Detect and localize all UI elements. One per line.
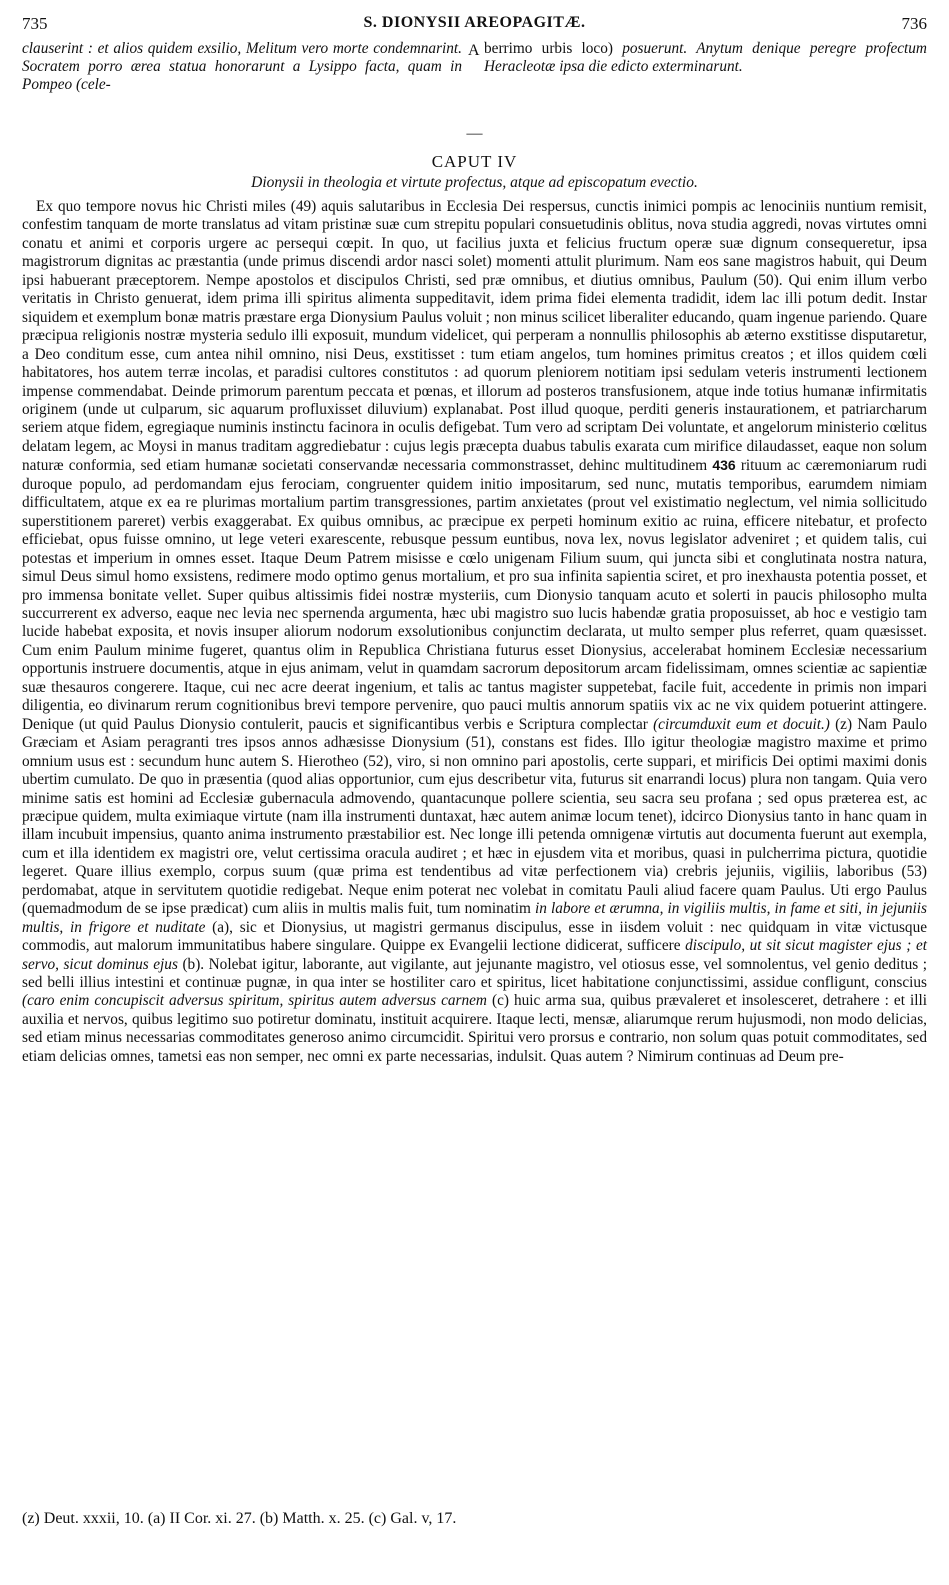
footnotes: (z) Deut. xxxii, 10. (a) II Cor. xi. 27. (b) Matth. x. 25. (c) Gal. v, 17. xyxy=(22,1510,457,1527)
text-run: (c) huic arma sua, quibus prævaleret et insolesceret, detrahere : et illi auxilia et nervos, quibus legitimo suo potiretur dominatu, instituit acquirere. Itaque lecti, mensæ, aliarumque rerum hujusmodi, non modo delicias, sed etiam minus necessarias commoditates generoso animo circumcidit. Spiritui vero prorsus e contrario, non solum quas potuit commoditates, sed etiam delicias omnes, tametsi eas non semper, nec omni ex parte necessarias, indulsit. Quas autem ? Nimirum continuas ad Deum pre- xyxy=(22,992,927,1065)
scripture-quote: discipulo, ut sit sicut magister ejus ; et servo, sicut dominus ejus xyxy=(22,937,927,973)
page-number-left: 735 xyxy=(22,14,48,33)
text-run: Ex quo tempore novus hic Christi miles (49) aquis salutaribus in Ecclesia Dei respersus, cunctis inimici pompis ac lenociniis nuntium remisit, confestim tanquam de morte translatus ad vitam pristinæ suæ cum strepitu populari consuetudinis oblitus, nova studia aggredi, novas virtutes omni conatu et animi et corporis urgere ac persequi cœpit. In quo, ut facilius juxta et felicius fructum operæ suæ dignum consequeretur, ipsa magistrorum dignitas ac præstantia (unde primus discendi ardor nasci solet) momenti attulit plurimum. Nam eos sane magistros habuit, qui Deum ipsi habuerant præceptorem. Nempe apostolos et discipulos Christi, sed præ omnibus, et diutius omnibus, Paulum (50). Qui enim illum verbo veritatis in Christo genuerat, idem prima illi spiritus alimenta suppeditavit, idem prima fidei elementa tradidit, idem lac illi potum dedit. Instar siquidem et exemplum bonæ matris præstare erga Dionysium Paulus voluit ; non minus scilicet liberaliter educando, quam ingenue pariendo. Quare præcipua religionis nostræ mysteria sedulo illi exposuit, mundum videlicet, qui perperam a nonnullis philosophis ab æterno exstitisse disputaretur, a Deo conditum esse, cum antea nihil omnino, nisi Deus, exstitisset : tum etiam angelos, tum homines primitus creatos ; et illos quidem cœli habitatores, hos autem terræ incolas, et paradisi cultores constitutos : ad quorum pleniorem notitiam ipsi sedulam veteris instrumenti lectionem impense commendabat. Deinde primorum parentum peccata et pœnas, et illorum ad posteros transfusionem, atque inde totius humanæ infirmitatis originem (unde ut culparum, sic aquarum profluxisset diluvium) explanabat. Post illud quoque, perditi generis instaurationem, et patriarcharum seriem atque fidem, egregiaque numinis instinctu facinora in oculis defigebat. Tum vero ad scriptam Dei voluntate, et angelorum ministerio cœlitus delatam legem, ac Moysi in manus traditam aggrediebatur : cujus legis præcepta duabus tabulis exarata cum mirifice dilaudasset, eaque non solum naturæ conformia, sed etiam humanæ societati conservandæ necessaria commonstrasset, dehinc multitudinem xyxy=(22,198,928,475)
top-column-right xyxy=(484,40,927,76)
separator: — xyxy=(466,125,483,142)
margin-number: 436 xyxy=(712,457,736,474)
top-column-left: clauserint : et alios quidem exsilio, Melitum vero morte condemnarint. Socratem porro ærea statua honorarunt a Lysippo facta, quam in Pompeo (cele- xyxy=(22,40,462,93)
top-columns xyxy=(22,40,927,126)
paragraph xyxy=(22,198,927,1066)
text-run: (a), sic et Dionysius, ut magistri germanus discipulus, esse in iisdem voluit : nec quidquam in vitæ victusque commodis, aut malorum immunitatibus habere singulare. Quippe ex Evangelii lectione didicerat, sufficere xyxy=(22,918,928,955)
text-run: (b). Nolebat igitur, laborante, aut vigilante, aut jejunante magistro, vel otiosus esse, vel somnolentus, vel genio deditus ; sed belli illius intestini et continuæ pugnæ, in qua inter se hostiliter caro et spiritus, licet habitatione conjunctissimi, assidue confligunt, conscius xyxy=(22,955,927,992)
running-title: S. DIONYSII AREOPAGITÆ. xyxy=(363,14,586,31)
body-text xyxy=(22,198,927,1066)
page-header xyxy=(22,14,927,40)
page xyxy=(22,14,927,1066)
column-marker: A xyxy=(468,42,480,59)
top-right-upright: berrimo urbis loco) xyxy=(484,40,613,57)
chapter-subtitle: Dionysii in theologia et virtute profectus, atque ad episcopatum evectio. xyxy=(251,174,698,191)
scripture-quote: in labore et ærumna, in vigiliis multis, in fame et siti, in jejuniis multis, in frigore et nuditate xyxy=(22,900,927,936)
scripture-quote: (caro enim concupiscit adversus spiritum, spiritus autem adversus carnem xyxy=(22,992,487,1010)
text-run: (z) Nam Paulo Græciam et Asiam peragranti tres ipsos annos adhæsisse Dionysium (51), constans est fides. Illo igitur theologiæ magistro maxime et primo omnium usus est : secundum hunc autem S. Hierotheo (52), viro, si non omnino pari apostolis, certe suppari, et mirificis Dei optimi maximi donis ubertim cumulato. De quo in præsentia (quod alias opportunior, cum ejus describetur vita, futurus sit enarrandi locus) plura non tangam. Quia vero minime satis est homini ad Ecclesiæ gubernacula admovendo, quantacunque pollere scientia, seu sacra seu profana ; sed opus præterea est, ac præcipue quidem, multa eximiaque virtute (nam illa instrumenti duntaxat, hæc autem animæ locum tenet), idcirco Dionysius tanto in hanc quam in illam incubuit impensius, quanto anima instrumento præstabilior est. Nec longe illi petenda omnigenæ virtutis aut documenta fuerunt aut exempla, cum et illa identidem ex magistri ore, velut certissima oracula audiret ; et hæc in ejusdem vita et moribus, quasi in pulcherrima pictura, quotidie legeret. Quare illius exemplo, corpus suum (quæ prima est tendentibus ad vitæ perfectionem via) crebris jejuniis, vigiliis, laboribus (53) perdomabat, atque in servitutem quotidie redigebat. Neque enim poterat nec volebat in comitatu Pauli aliud facere quam Paulus. Uti ergo Paulus (quemadmodum de se ipse prædicat) cum aliis in multis malis fuit, tum nominatim xyxy=(22,715,927,918)
scripture-quote: (circumduxit eum et docuit.) xyxy=(653,715,830,733)
chapter-title: CAPUT IV xyxy=(431,152,518,171)
page-number-right: 736 xyxy=(901,14,927,33)
top-right-italic: posuerunt. Anytum denique peregre profectum Heracleotæ ipsa die edicto exterminarunt. xyxy=(484,40,927,75)
text-run: rituum ac cæremoniarum rudi duroque populo, ad perdomandam ejus ferociam, congruenter quidem initio impositarum, sed nunc, mutatis temporibus, earumdem nimiam difficultatem, atque ex ea re plurimas mortalium partim transgressiones, partim anxietates (prout vel existimatio neglectum, vel nimia sollicitudo superstitionem pareret) verbis exaggerabat. Ex quibus omnibus, ac præcipue ex perpeti hominum exitio ac ruina, efficere nitebatur, et profecto efficiebat, opus fuisse omnino, ut lege veteri exarescente, rebusque pessum euntibus, nova lex, novus legislator adveniret ; et quidem talis, cui potestas et imperium in omnes esset. Itaque Deum Patrem misisse e cœlo unigenam Filium suum, qui juncta sibi et conglutinata nostra natura, simul Deus simul homo exsistens, redimere modo optimo genus mortalium, et pro sua infinita sapientia sciret, et pro inexhausta potentia posset, et pro immensa bonitate vellet. Super quibus altissimis fidei nostræ mysteriis, cum Dionysio tanquam acuto et solerti in paucis philosopho multa succurrerent ex adverso, eaque nec levia nec spernenda argumenta, hæc ubi magistro suo lucis habendæ gratia proposuisset, ab hoc e vestigio tam lucide habebat exposita, et novis insuper aliorum nodorum exsolutionibus conjunctim declarata, ut multo semper plus referret, quam quæsisset. Cum enim Paulum minime fugeret, quantus olim in Republica Christiana futurus esset Dionysius, accelerabat hominem Ecclesiæ necessarium opportunis instruere documentis, atque in ejus animam, velut in quamdam sacrorum depositorum arcam fidelissimam, omnes scientiæ ac sapientiæ suæ thesauros congerere. Itaque, cui nec acre deerat ingenium, et talis ac tantus magister suppetebat, facile fuit, accedente in primis non impari diligentia, eo divinarum rerum cognitionibus brevi tempore pervenire, quo pauci multis annorum spatiis vix ac ne vix quidem potuerint attingere. Denique (ut quid Paulus Dionysio contulerit, paucis et significantibus verbis e Scriptura complectar xyxy=(22,457,928,733)
